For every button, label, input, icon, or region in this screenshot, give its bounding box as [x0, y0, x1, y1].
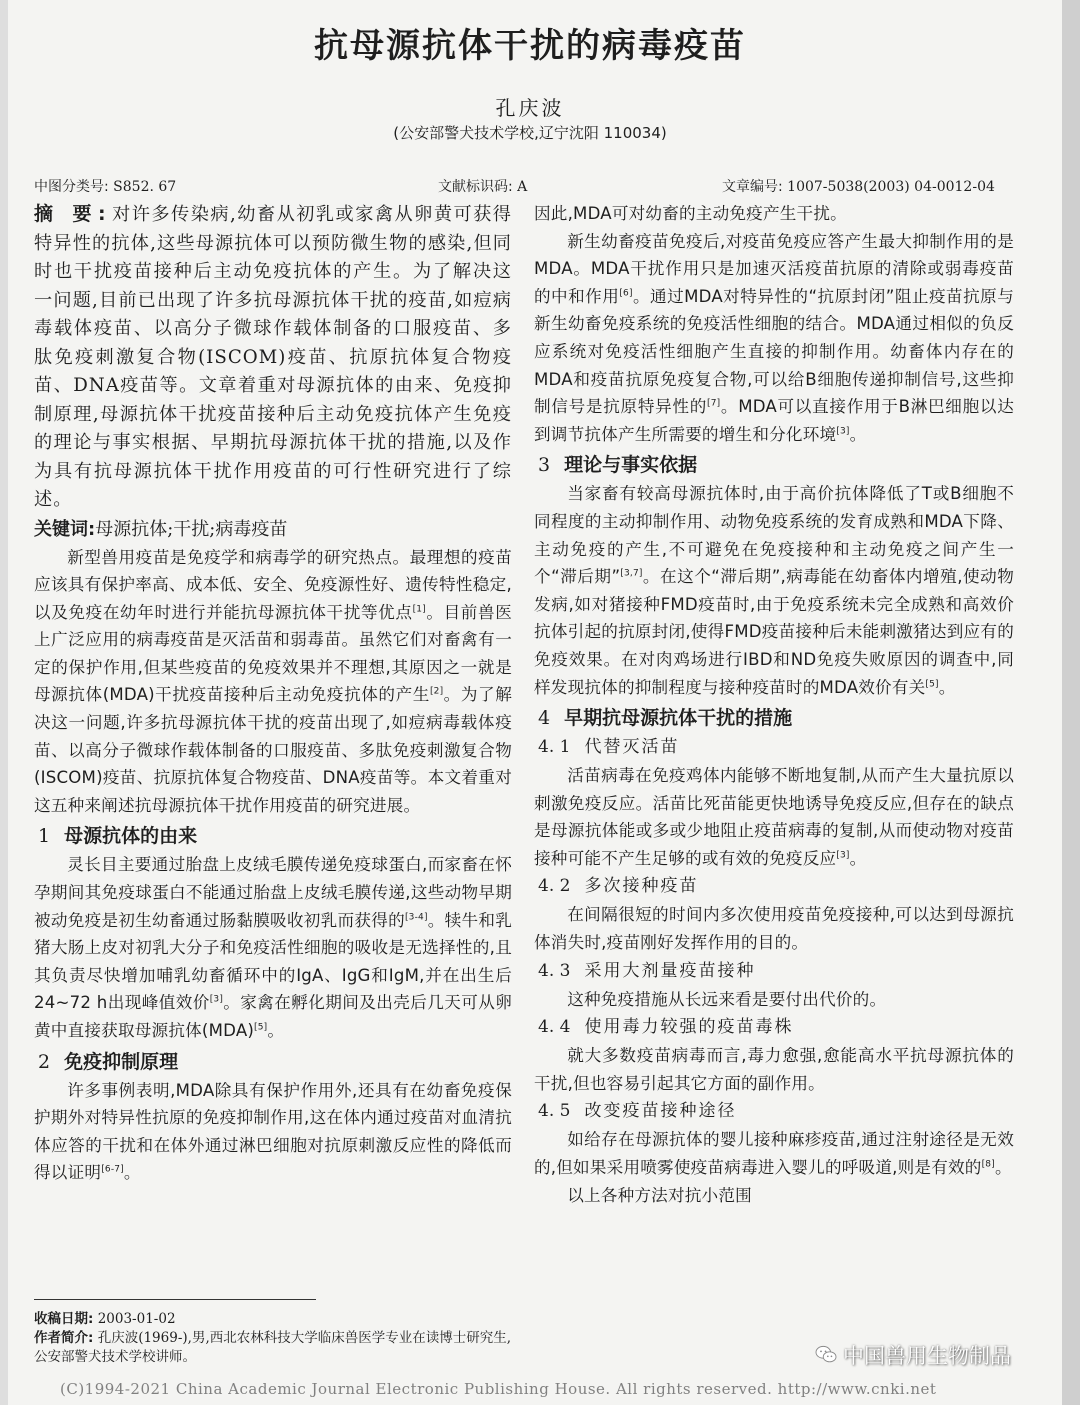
section-paragraph: 就大多数疫苗病毒而言,毒力愈强,愈能高水平抗母源抗体的干扰,但也容易引起其它方面的副作用。 [534, 1046, 1014, 1093]
section-paragraph: 新生幼畜疫苗免疫后,对疫苗免疫应答产生最大抑制作用的是MDA。MDA干扰作用只是加速灭活疫苗抗原的清除或弱毒疫苗的中和作用[6]。通过MDA对特异性的“抗原封闭”阻止疫苗抗原与新生幼畜免疫系统的免疫活性细胞的结合。MDA通过相似的负反应系统对免疫活性细胞产生直接的抑制作用。幼畜体内存在的MDA和疫苗抗原免疫复合物,可以给B细胞传递抑制信号,这些抑制信号是抗原特异性的[7]。MDA可以直接作用于B淋巴细胞以达到调节抗体产生所需要的增生和分化环境[3]。 [534, 231, 1015, 444]
section-heading: 1 母源抗体的由来 [38, 825, 198, 848]
keywords: 关键词:母源抗体;干扰;病毒疫苗 [34, 518, 288, 540]
section-paragraph: 灵长目主要通过胎盘上皮绒毛膜传递免疫球蛋白,而家畜在怀孕期间其免疫球蛋白不能通过胎盘上皮绒毛膜传递,这些动物早期被动免疫是初生幼畜通过肠黏膜吸收初乳而获得的[3-4]。犊牛和乳猪大肠上皮对初乳大分子和免疫活性细胞的吸收是无选择性的,且其负责尽快增加哺乳幼畜循环中的IgA、IgG和IgM,并在出生后24~72 h出现峰值效价[3]。家禽在孵化期间及出壳后几天可从卵黄中直接获取母源抗体(MDA)[5]。 [34, 855, 512, 1040]
subsection-heading: 4. 3 采用大剂量疫苗接种 [538, 960, 756, 981]
subsection-heading: 4. 1 代替灭活苗 [538, 737, 680, 758]
footnote-divider [34, 1299, 316, 1300]
left-column [34, 200, 512, 1187]
section-paragraph: 活苗病毒在免疫鸡体内能够不断地复制,从而产生大量抗原以刺激免疫反应。活苗比死苗能更快地诱导免疫反应,但存在的缺点是母源抗体能或多或少地阻止疫苗病毒的复制,从而使动物对疫苗接种可能不产生足够的或有效的免疫反应[3]。 [534, 766, 1014, 868]
subsection-heading: 4. 4 使用毒力较强的疫苗毒株 [538, 1017, 794, 1038]
wechat-watermark: 中国兽用生物制品 [815, 1340, 1011, 1370]
right-column [534, 200, 1014, 1209]
section-heading: 2 免疫抑制原理 [38, 1050, 179, 1073]
abstract: 摘 要:对许多传染病,幼畜从初乳或家禽从卵黄可获得特异性的抗体,这些母源抗体可以预防微生物的感染,但同时也干扰疫苗接种后主动免疫抗体的产生。为了解决这一问题,目前已出现了许多抗母源抗体干扰的疫苗,如痘病毒载体疫苗、以高分子微球作载体制备的口服疫苗、多肽免疫刺激复合物(ISCOM)疫苗、抗原抗体复合物疫苗、DNA疫苗等。文章着重对母源抗体的由来、免疫抑制原理,母源抗体干扰疫苗接种后主动免疫抗体产生免疫的理论与事实根据、早期抗母源抗体干扰的措施,以及作为具有抗母源抗体干扰作用疫苗的可行性研究进行了综述。 [34, 203, 512, 510]
wechat-icon [815, 1345, 837, 1365]
section-paragraph: 因此,MDA可对幼畜的主动免疫产生干扰。 [534, 204, 847, 223]
article-number: 文章编号: 1007-5038(2003) 04-0012-04 [722, 179, 995, 195]
scan-edge-right [1062, 0, 1080, 1405]
section-paragraph: 在间隔很短的时间内多次使用疫苗免疫接种,可以达到母源抗体消失时,疫苗刚好发挥作用的目的。 [534, 905, 1014, 953]
subsection-heading: 4. 2 多次接种疫苗 [538, 876, 699, 897]
section-heading: 4 早期抗母源抗体干扰的措施 [538, 707, 793, 730]
received-date: 收稿日期: 2003-01-02 [34, 1311, 176, 1327]
footnote [34, 1310, 512, 1367]
author-bio: 作者简介: 孔庆波(1969-),男,西北农林科技大学临床兽医学专业在读博士研究生,公安部警犬技术学校讲师。 [34, 1330, 512, 1365]
intro-paragraph: 新型兽用疫苗是免疫学和病毒学的研究热点。最理想的疫苗应该具有保护率高、成本低、安全、免疫源性好、遗传特性稳定,以及免疫在幼年时进行并能抗母源抗体干扰等优点[1]。目前兽医上广泛应用的病毒疫苗是灭活苗和弱毒苗。虽然它们对畜禽有一定的保护作用,但某些疫苗的免疫效果并不理想,其原因之一就是母源抗体(MDA)干扰疫苗接种后主动免疫抗体的产生[2]。为了解决这一问题,许多抗母源抗体干扰的疫苗出现了,如痘病毒载体疫苗、以高分子微球作载体制备的口服疫苗、多肽免疫刺激复合物(ISCOM)疫苗、抗原抗体复合物疫苗、DNA疫苗等。本文着重对这五种来阐述抗母源抗体干扰作用疫苗的研究进展。 [34, 547, 512, 815]
section-paragraph: 当家畜有较高母源抗体时,由于高价抗体降低了T或B细胞不同程度的主动抑制作用、动物免疫系统的发育成熟和MDA下降、主动免疫的产生,不可避免在免疫接种和主动免疫之间产生一个“滞后期”[3,7]。在这个“滞后期”,病毒能在幼畜体内增殖,使动物发病,如对猪接种FMD疫苗时,由于免疫系统未完全成熟和高效价抗体引起的抗原封闭,使得FMD疫苗接种后未能刺激猪达到应有的免疫效果。在对肉鸡场进行IBD和ND免疫失败原因的调查中,同样发现抗体的抑制程度与接种疫苗时的MDA效价有关[5]。 [534, 484, 1014, 697]
section-paragraph: 这种免疫措施从长远来看是要付出代价的。 [567, 989, 887, 1009]
section-paragraph: 如给存在母源抗体的婴儿接种麻疹疫苗,通过注射途径是无效的,但如果采用喷雾使疫苗病毒进入婴儿的呼吸道,则是有效的[8]。 [534, 1130, 1014, 1178]
copyright-line: (C)1994-2021 China Academic Journal Electronic Publishing House. All rights reserved. http://www.cnki.net [60, 1380, 937, 1398]
scan-edge-left [0, 0, 8, 1405]
document-code: 文献标识码: A [438, 179, 528, 195]
paper-title: 抗母源抗体干扰的病毒疫苗 [314, 26, 746, 66]
subsection-heading: 4. 5 改变疫苗接种途径 [538, 1101, 737, 1122]
section-heading: 3 理论与事实依据 [538, 454, 698, 477]
author-name: 孔庆波 [495, 96, 565, 120]
section-paragraph: 以上各种方法对抗小范围 [567, 1185, 752, 1205]
section-paragraph: 许多事例表明,MDA除具有保护作用外,还具有在幼畜免疫保护期外对特异性抗原的免疫抑制作用,这在体内通过疫苗对血清抗体应答的干扰和在体外通过淋巴细胞对抗原刺激反应性的降低而得以证明[6-7]。 [34, 1080, 512, 1183]
clc-number: 中图分类号: S852. 67 [34, 179, 177, 195]
author-affiliation: (公安部警犬技术学校,辽宁沈阳 110034) [393, 124, 667, 142]
